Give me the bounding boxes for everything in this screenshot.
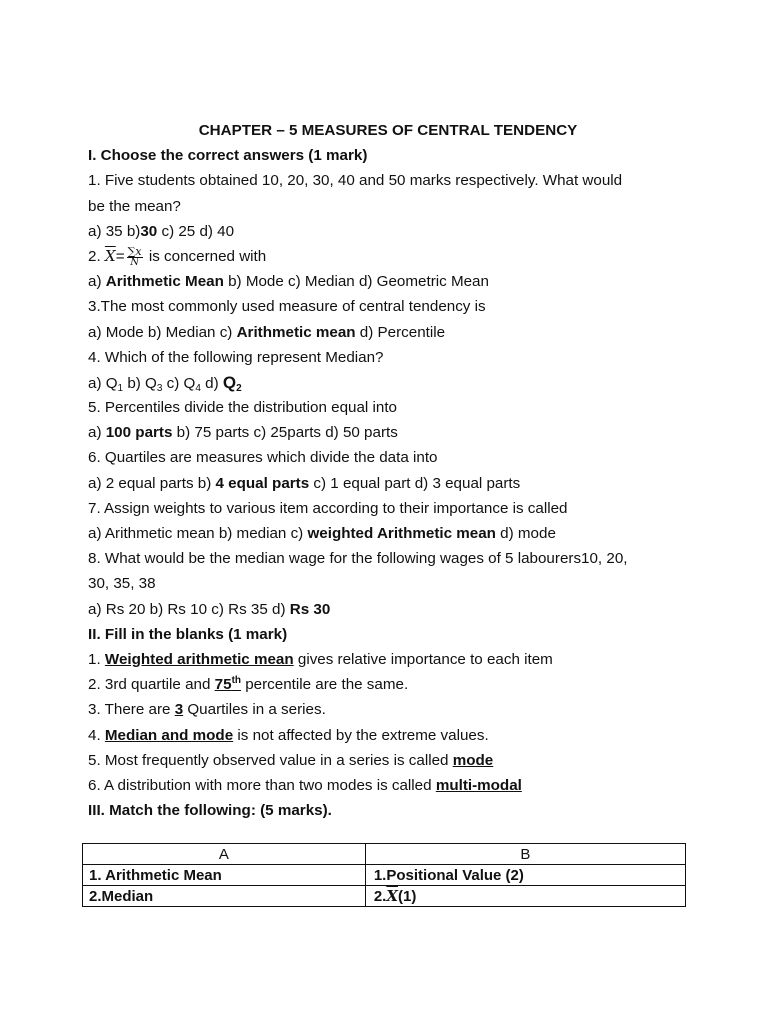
x-bar-symbol: X [386, 887, 398, 905]
q3-answer: Arithmetic mean [236, 323, 356, 341]
q2-answer: Arithmetic Mean [105, 273, 224, 291]
fill-6-answer: multi-modal [435, 776, 522, 794]
column-a-header: A [83, 844, 366, 865]
q1-line2: be the mean? [88, 197, 181, 215]
q6-options: a) 2 equal parts b) 4 equal parts c) 1 equal part d) 3 equal parts [88, 474, 521, 492]
q8-line2: 30, 35, 38 [88, 575, 156, 593]
q8-options: a) Rs 20 b) Rs 10 c) Rs 35 d) Rs 30 [88, 600, 331, 618]
q1-line1: 1. Five students obtained 10, 20, 30, 40 and 50 marks respectively. What would [88, 172, 623, 190]
q4-options: a) $Q_1$ b) $Q_3$ c) $Q_4$ d) $Q_2$ [88, 372, 242, 394]
q4-answer: $Q_2$ [222, 372, 242, 394]
q2-line: 2. X= $\frac{\sum x}{N}$ is concerned with [88, 244, 267, 268]
document-body [88, 118, 688, 823]
q4-line: 4. Which of the following represent Median? [88, 348, 384, 366]
q5-answer: 100 parts [105, 424, 173, 442]
fill-3: 3. There are 3 Quartiles in a series. [88, 701, 326, 719]
fill-2-answer: 75th [214, 675, 242, 694]
mean-formula-fraction: $\frac{\sum x}{N}$ [127, 244, 142, 268]
table-cell: 2.Median [83, 886, 366, 907]
table-cell: 2.X(1) [365, 886, 685, 907]
q5-options: a) 100 parts b) 75 parts c) 25parts d) 50 parts [88, 424, 398, 442]
table-cell: 1. Arithmetic Mean [83, 865, 366, 886]
q3-line: 3.The most commonly used measure of central tendency is [88, 298, 486, 316]
fill-2: 2. 3rd quartile and 75th percentile are the same. [88, 675, 409, 694]
q7-answer: weighted Arithmetic mean [307, 525, 496, 542]
q6-line: 6. Quartiles are measures which divide the data into [88, 449, 438, 467]
fill-1: 1. Weighted arithmetic mean gives relative importance to each item [88, 650, 553, 668]
q7-options: a) Arithmetic mean b) median c) weighted Arithmetic mean d) mode [88, 525, 556, 542]
section-1-heading: I. Choose the correct answers (1 mark) [88, 147, 368, 165]
match-table [82, 843, 686, 907]
table-row [83, 865, 686, 886]
fill-5: 5. Most frequently observed value in a series is called mode [88, 751, 494, 769]
q8-line1: 8. What would be the median wage for the following wages of 5 labourers10, 20, [88, 550, 628, 568]
q1-options: a) 35 b)30 c) 25 d) 40 [88, 222, 235, 240]
q7-line: 7. Assign weights to various item according to their importance is called [88, 499, 568, 517]
q2-options: a) Arithmetic Mean b) Mode c) Median d) Geometric Mean [88, 273, 489, 291]
q1-answer: 30 [140, 222, 158, 240]
q3-options: a) Mode b) Median c) Arithmetic mean d) Percentile [88, 323, 446, 341]
fill-5-answer: mode [452, 751, 494, 769]
q5-line: 5. Percentiles divide the distribution equal into [88, 399, 398, 417]
fill-4: 4. Median and mode is not affected by the extreme values. [88, 726, 489, 744]
q8-answer: Rs 30 [289, 600, 331, 618]
section-2-heading: II. Fill in the blanks (1 mark) [88, 625, 288, 643]
q6-answer: 4 equal parts [215, 474, 310, 492]
fill-6: 6. A distribution with more than two modes is called multi-modal [88, 776, 522, 794]
fill-4-answer: Median and mode [104, 726, 234, 744]
section-3-heading: III. Match the following: (5 marks). [88, 802, 332, 820]
column-b-header: B [365, 844, 685, 865]
fill-1-answer: Weighted arithmetic mean [104, 650, 294, 668]
table-row [83, 886, 686, 907]
x-bar-symbol: X [104, 246, 116, 265]
fill-3-answer: 3 [174, 701, 184, 719]
table-header-row [83, 844, 686, 865]
chapter-title: CHAPTER – 5 MEASURES OF CENTRAL TENDENCY [198, 122, 578, 139]
table-cell: 1.Positional Value (2) [365, 865, 685, 886]
